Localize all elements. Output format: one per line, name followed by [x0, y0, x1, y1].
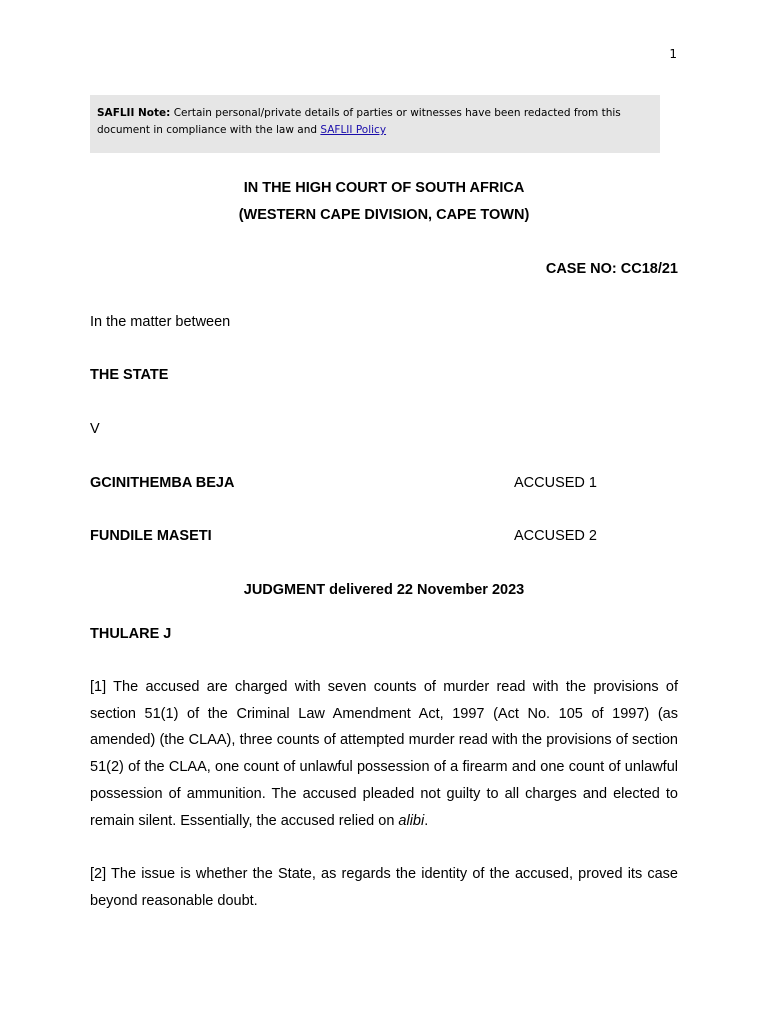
case-number: CASE NO: CC18/21: [545, 261, 678, 277]
saflii-policy-link[interactable]: SAFLII Policy: [320, 124, 387, 136]
saflii-note-box: [90, 95, 660, 153]
saflii-note-label: SAFLII Note:: [97, 107, 171, 119]
paragraph-2: [2] The issue is whether the State, as regards the identity of the accused, proved its case beyond reasonable doubt.: [90, 866, 678, 909]
matter-between: In the matter between: [90, 314, 231, 330]
party-state: THE STATE: [90, 367, 169, 383]
judge-name: THULARE J: [90, 626, 172, 642]
accused-2-role: ACCUSED 2: [514, 528, 597, 544]
paragraph-1-text: [1] The accused are charged with seven counts of murder read with the provisions of section 51(1) of the Criminal Law Amendment Act, 1997 (Act No. 105 of 1997) (as amended) (the CLAA), three counts of attempted murder read with the provisions of section 51(2) of the CLAA, one count of unlawful possession of a firearm and one count of unlawful possession of ammunition. The accused pleaded not guilty to all charges and elected to remain silent. Essentially, the accused relied on: [90, 679, 678, 829]
paragraph-1-end: .: [424, 812, 429, 829]
paragraph-1: [90, 674, 678, 834]
judgment-heading: JUDGMENT delivered 22 November 2023: [243, 582, 525, 598]
court-division: (WESTERN CAPE DIVISION, CAPE TOWN): [238, 207, 530, 223]
court-title: IN THE HIGH COURT OF SOUTH AFRICA: [243, 180, 525, 196]
versus: V: [90, 421, 100, 437]
saflii-note-text: Certain personal/private details of parties or witnesses have been redacted from this document in compliance with the law and: [97, 107, 621, 136]
accused-1-name: GCINITHEMBA BEJA: [90, 475, 235, 491]
paragraph-1-italic: alibi: [398, 812, 425, 829]
page-number: 1: [669, 47, 677, 61]
accused-2-name: FUNDILE MASETI: [90, 528, 212, 544]
accused-1-role: ACCUSED 1: [514, 475, 597, 491]
